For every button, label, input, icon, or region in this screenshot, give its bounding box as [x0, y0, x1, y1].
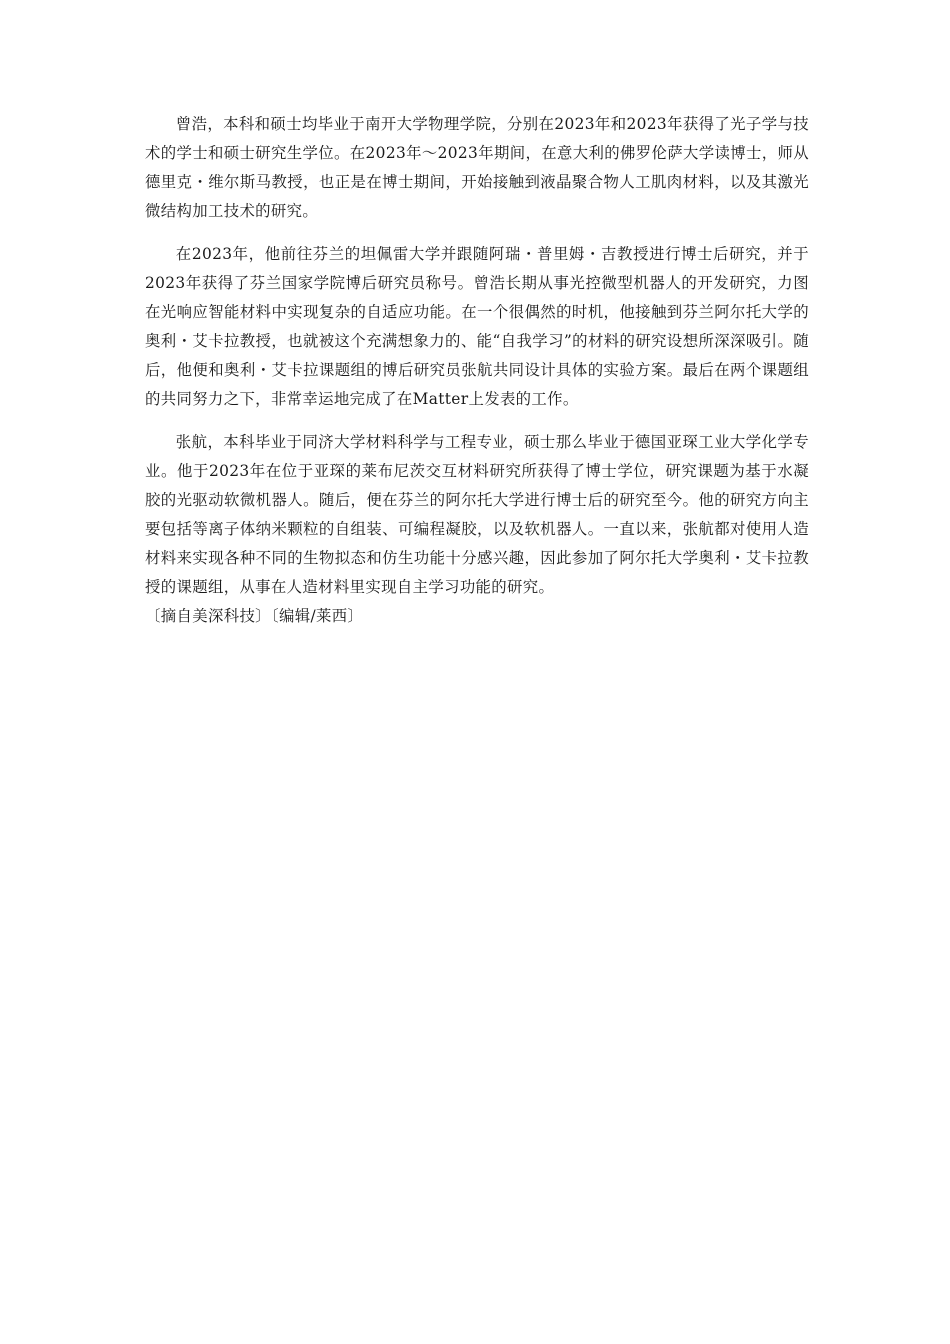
- paragraph-zhang-hang-text: 张航，本科毕业于同济大学材料科学与工程专业，硕士那么毕业于德国亚琛工业大学化学专业。他于2023年在位于亚琛的莱布尼茨交互材料研究所获得了博士学位，研究课题为基于水凝胶的光驱动软微机器人。随后，便在芬兰的阿尔托大学进行博士后的研究至今。他的研究方向主要包括等离子体纳米颗粒的自组装、可编程凝胶，以及软机器人。一直以来，张航都对使用人造材料来实现各种不同的生物拟态和仿生功能十分感兴趣，因此参加了阿尔托大学奥利・艾卡拉教授的课题组，从事在人造材料里实现自主学习功能的研究。: [145, 433, 809, 596]
- paragraph-zeng-hao: 曾浩，本科和硕士均毕业于南开大学物理学院，分别在2023年和2023年获得了光子学与技术的学士和硕士研究生学位。在2023年～2023年期间，在意大利的佛罗伦萨大学读博士，师从德里克・维尔斯马教授，也正是在博士期间，开始接触到液晶聚合物人工肌肉材料，以及其激光微结构加工技术的研究。: [145, 115, 809, 220]
- document-body: [145, 110, 809, 631]
- source-credit: 〔摘自美深科技〕〔编辑/莱西〕: [145, 607, 364, 625]
- paragraph-postdoc-research: 在2023年，他前往芬兰的坦佩雷大学并跟随阿瑞・普里姆・吉教授进行博士后研究，并于2023年获得了芬兰国家学院博后研究员称号。曾浩长期从事光控微型机器人的开发研究，力图在光响应智能材料中实现复杂的自适应功能。在一个很偶然的时机，他接触到芬兰阿尔托大学的奥利・艾卡拉教授，也就被这个充满想象力的、能“自我学习”的材料的研究设想所深深吸引。随后，他便和奥利・艾卡拉课题组的博后研究员张航共同设计具体的实验方案。最后在两个课题组的共同努力之下，非常幸运地完成了在Matter上发表的工作。: [145, 245, 809, 408]
- paragraph-zhang-hang: [145, 428, 809, 631]
